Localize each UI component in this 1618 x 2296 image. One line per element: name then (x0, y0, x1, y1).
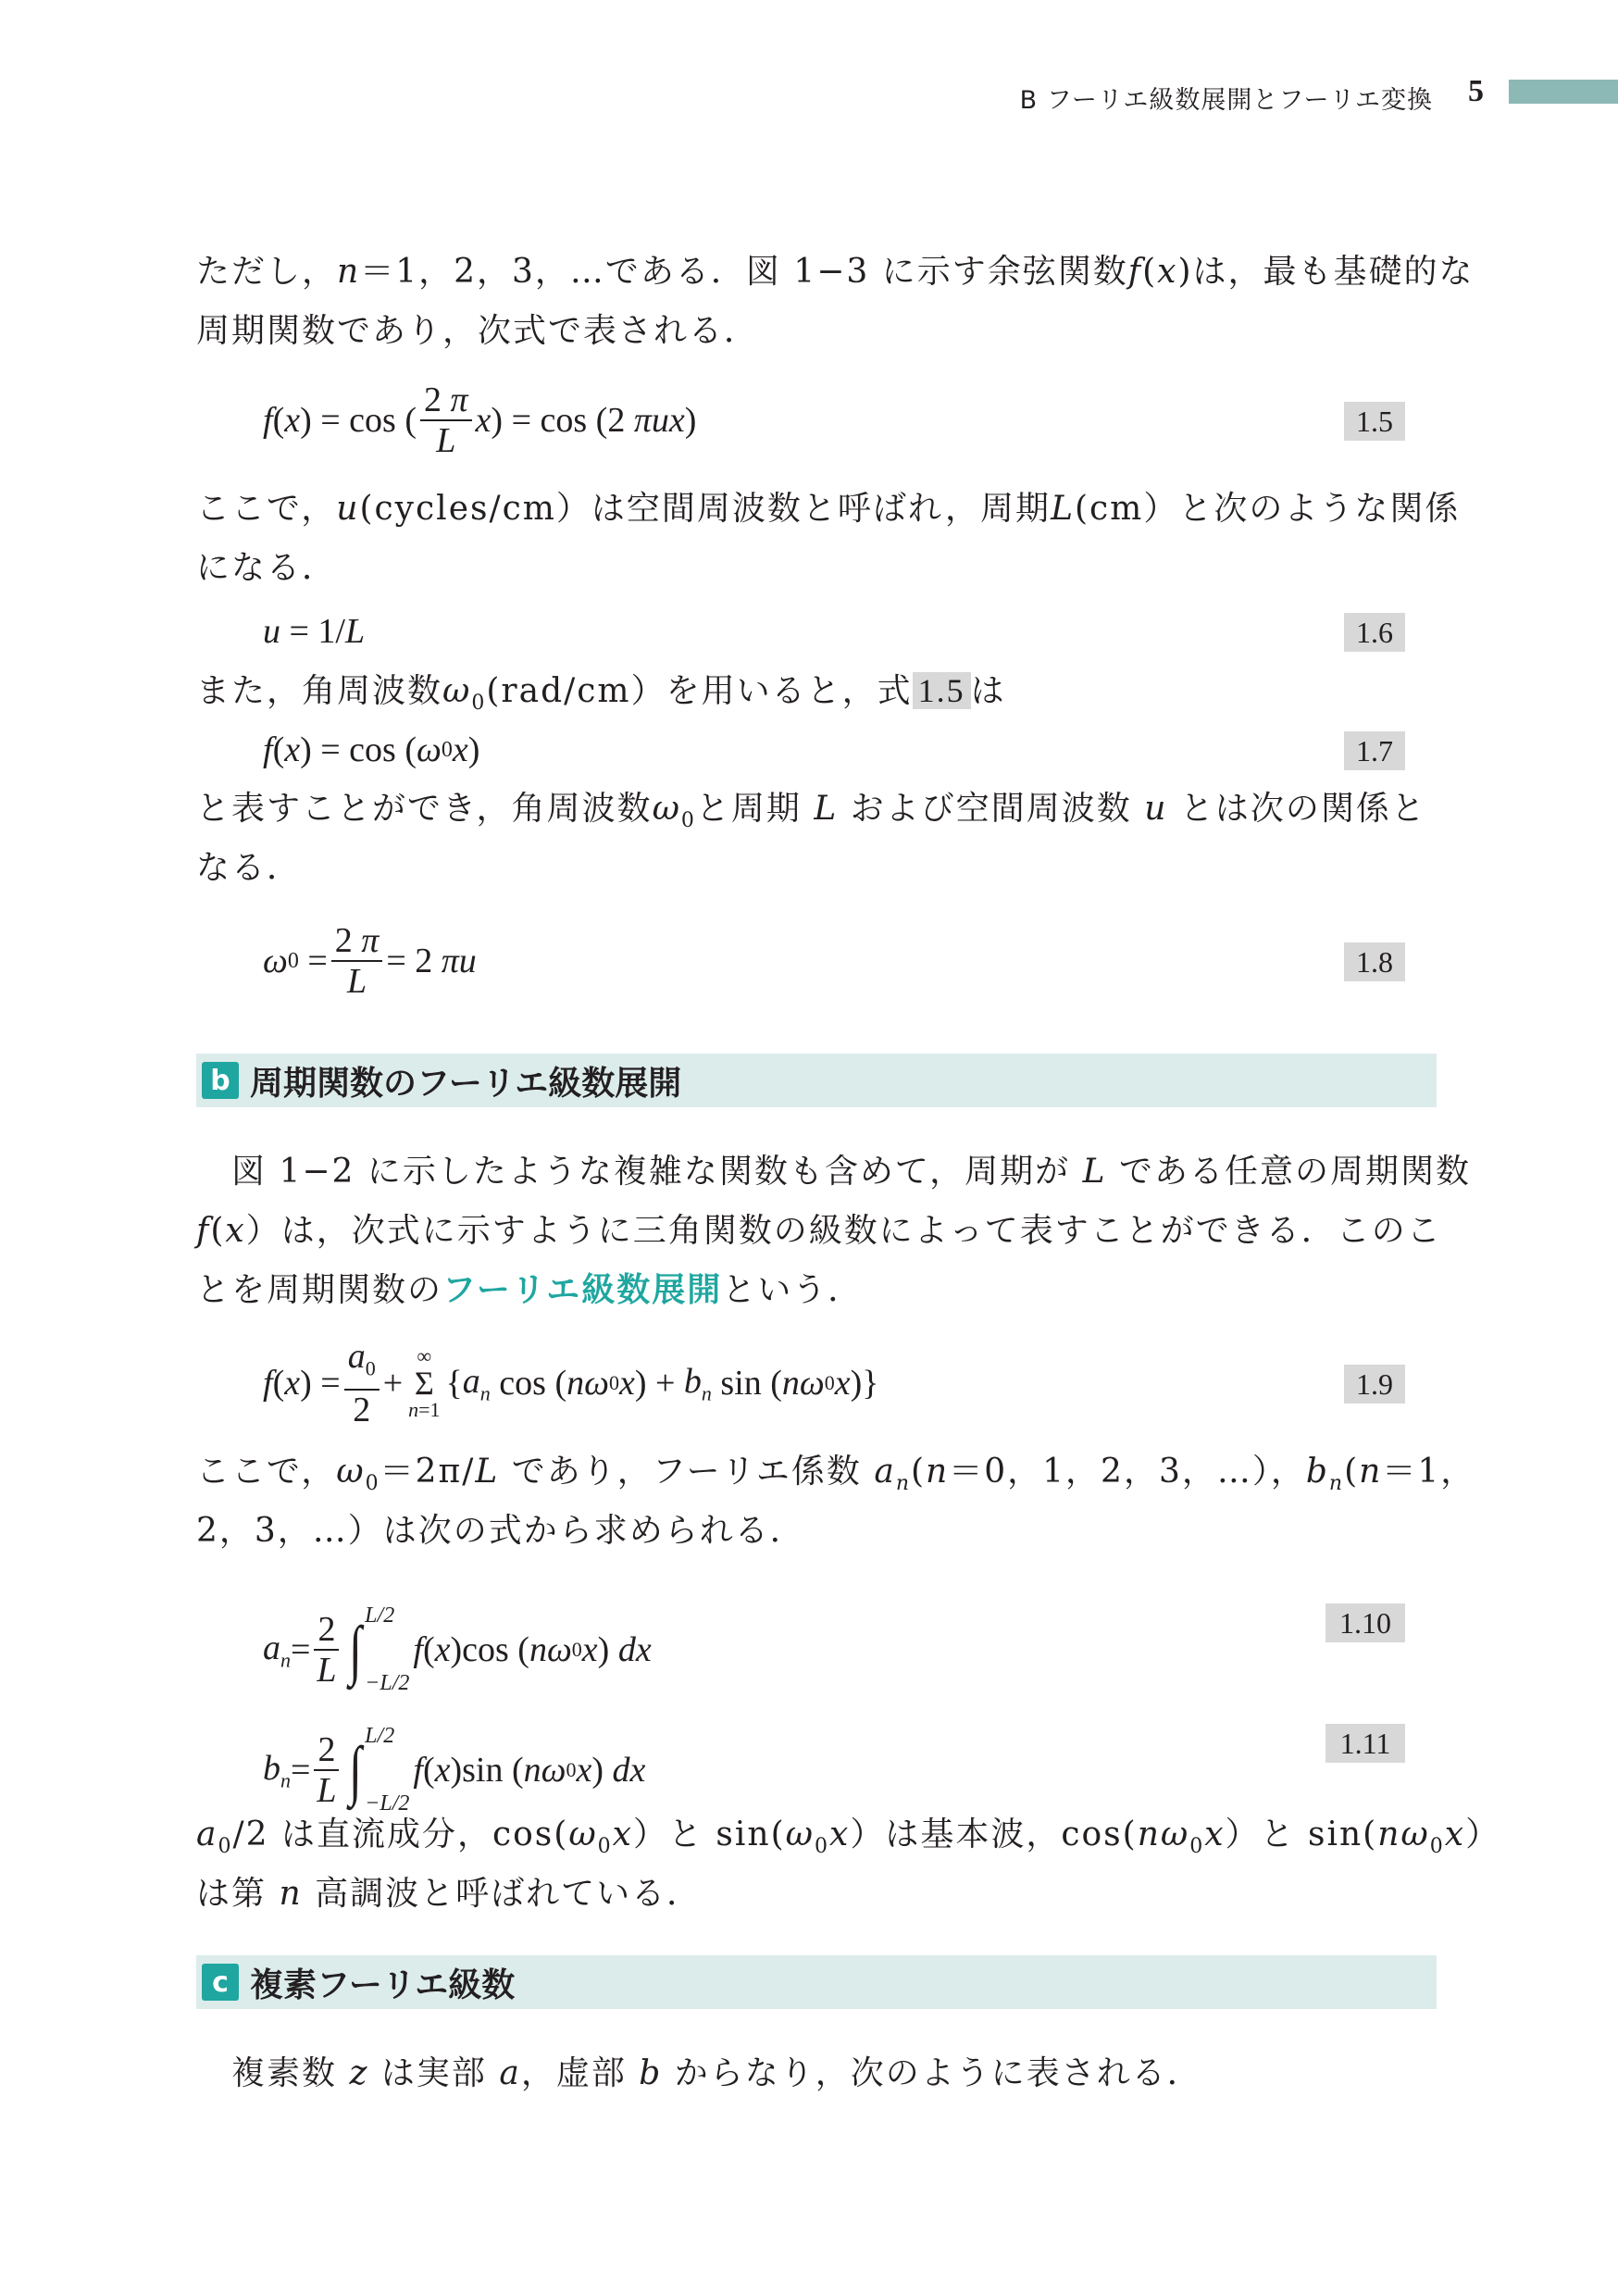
equation-number-1-6: 1.6 (1344, 613, 1405, 652)
equation-number-1-5: 1.5 (1344, 402, 1405, 441)
paragraph-8: 複素数 z は実部 a，虚部 b からなり，次のように表される． (231, 2054, 1202, 2092)
paragraph-6: ここで，$\omega_0=2\pi/L$ であり，フーリエ係数 $a_n(n=0$，1，2，3，…），$b_n(n=1$， 2，3，…）は次の式から求められる． (196, 1453, 1476, 1550)
section-letter-b: b (202, 1062, 239, 1099)
equation-1-6: u = 1/ L (263, 612, 366, 651)
equation-1-9: f ( x ) = $\frac{a_0}{2}$ + ∞ Σ n=1 { $a_n$ cos ( nω 0 x ) + $b_n$ sin ( nω 0 x )} (263, 1337, 879, 1429)
highlighted-term: フーリエ級数展開 (442, 1271, 723, 1309)
paragraph-1: ただし，n＝1，2，3，…である．図 1−3 に示す余弦関数f(x)は，最も基礎的な 周期関数であり，次式で表される． (196, 253, 1475, 350)
section-title-b: 周期関数のフーリエ級数展開 (250, 1064, 682, 1103)
equation-number-1-10: 1.10 (1326, 1603, 1405, 1642)
equation-number-1-7: 1.7 (1344, 731, 1405, 770)
page-number: 5 (1468, 74, 1484, 108)
section-title-c: 複素フーリエ級数 (250, 1965, 516, 2004)
section-heading-b (196, 1054, 1437, 1107)
paragraph-5: 図 1−2 に示したような複雑な関数も含めて，周期が L である任意の周期関数 f(x）は，次式に示すように三角関数の級数によって表すことができる．このこ とを周期関数のフーリエ級数展開という． (196, 1153, 1471, 1309)
equation-1-11: $b_n$ = $\frac{2}{L}$ ∫ L/2 −L/2 f ( x )sin ( nω 0 x ) dx (263, 1724, 646, 1816)
section-heading-c (196, 1955, 1437, 2009)
paragraph-4: と表すことができ，角周波数$\omega_0$と周期 L および空間周波数 u とは次の関係と なる． (196, 790, 1426, 887)
equation-1-10: $a_n$ = $\frac{2}{L}$ ∫ L/2 −L/2 f ( x )cos ( nω 0 x ) dx (263, 1603, 652, 1695)
running-header: B フーリエ級数展開とフーリエ変換 (1019, 86, 1433, 115)
section-letter-c: c (202, 1964, 239, 2001)
paragraph-3: また，角周波数$\omega_0(rad/cm)$を用いると，式 1.5 は (196, 672, 1006, 716)
equation-number-1-11: 1.11 (1326, 1724, 1405, 1763)
paragraph-2: ここで，u(cycles/cm）は空間周波数と呼ばれ，周期L(cm）と次のような関係 になる． (196, 490, 1461, 587)
equation-reference[interactable]: 1.5 (913, 672, 971, 709)
equation-1-8: ω 0 = $\frac{2 \pi}{L}$ = 2 πu (263, 921, 477, 1001)
equation-number-1-9: 1.9 (1344, 1365, 1405, 1404)
header-accent-bar (1509, 80, 1618, 104)
equation-1-5: f ( x ) = cos ( $\frac{2 \pi}{L}$ x ) = cos (2 πux ) (263, 381, 697, 460)
equation-1-7: f ( x ) = cos ( ω 0 x ) (263, 730, 480, 769)
equation-number-1-8: 1.8 (1344, 942, 1405, 981)
paragraph-7: $a_0/2$ は直流成分，$\cos(\omega_0x)$と $\sin(\omega_0x)$は基本波，$\cos(n\omega_0x)$と $\sin(n\omega_0x)$ は第 n 高調波と呼ばれている． (196, 1816, 1501, 1913)
